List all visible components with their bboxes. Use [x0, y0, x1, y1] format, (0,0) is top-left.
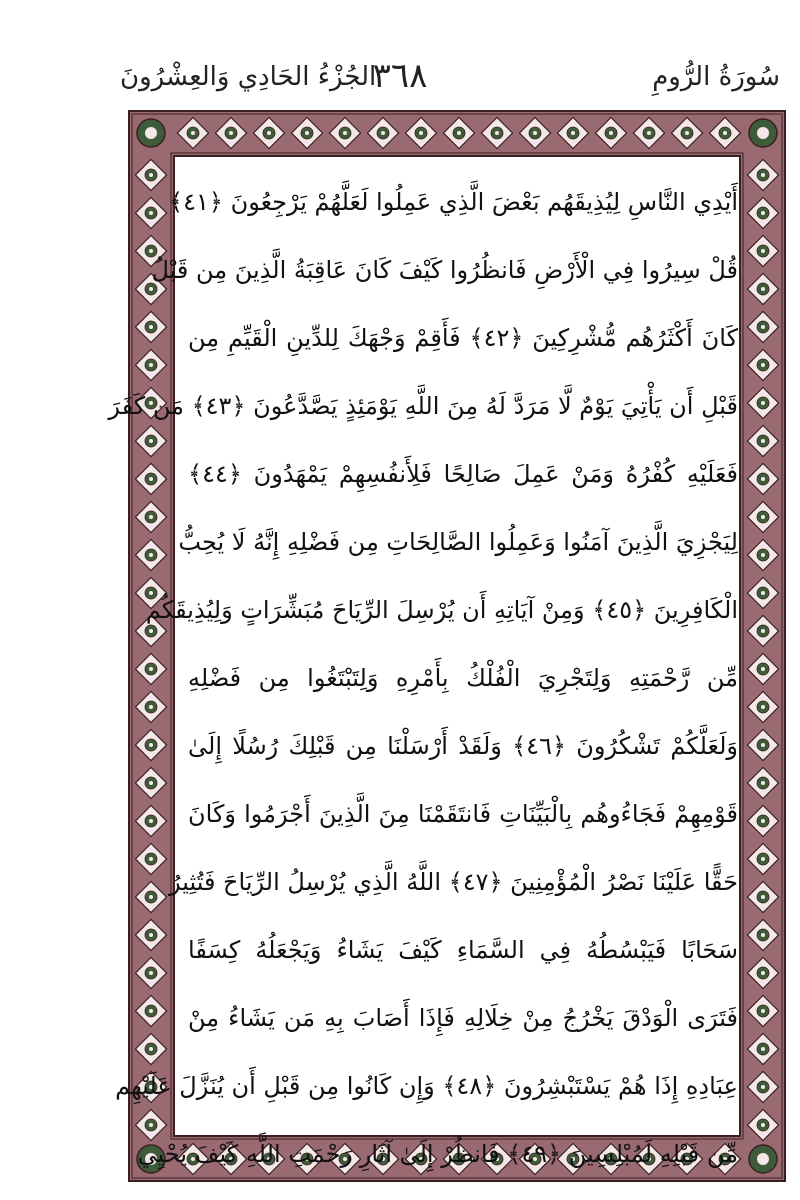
text-line-8: مِّن رَّحْمَتِهِ وَلِتَجْرِيَ الْفُلْكُ بِأَمْرِهِ وَلِتَبْتَغُوا مِن فَضْلِهِ: [188, 664, 738, 692]
text-line-1: أَيْدِي النَّاسِ لِيُذِيقَهُم بَعْضَ الَّذِي عَمِلُوا لَعَلَّهُمْ يَرْجِعُونَ ﴿٤١﴾: [169, 188, 738, 216]
text-line-9: وَلَعَلَّكُمْ تَشْكُرُونَ ﴿٤٦﴾ وَلَقَدْ أَرْسَلْنَا مِن قَبْلِكَ رُسُلًا إِلَىٰ: [188, 732, 738, 760]
text-line-7: الْكَافِرِينَ ﴿٤٥﴾ وَمِنْ آيَاتِهِ أَن يُرْسِلَ الرِّيَاحَ مُبَشِّرَاتٍ وَلِيُذِيقَكُم: [145, 596, 738, 624]
text-line-14: عِبَادِهِ إِذَا هُمْ يَسْتَبْشِرُونَ ﴿٤٨﴾ وَإِن كَانُوا مِن قَبْلِ أَن يُنَزَّلَ عَلَيْهِم: [115, 1072, 738, 1100]
text-line-6: لِيَجْزِيَ الَّذِينَ آمَنُوا وَعَمِلُوا الصَّالِحَاتِ مِن فَضْلِهِ إِنَّهُ لَا يُحِبُّ: [178, 528, 738, 556]
juz-title: الجُزْءُ الحَادِي وَالعِشْرُونَ: [120, 62, 377, 92]
text-line-4: قَبْلِ أَن يَأْتِيَ يَوْمٌ لَّا مَرَدَّ لَهُ مِنَ اللَّهِ يَوْمَئِذٍ يَصَّدَّعُونَ ﴿٤٣﴾ مَن كَفَرَ: [108, 392, 738, 420]
text-line-15: مِّن قَبْلِهِ لَمُبْلِسِينَ ﴿٤٩﴾ فَانظُرْ إِلَىٰ آثَارِ رَحْمَتِ اللَّهِ كَيْفَ يُحْيِي: [137, 1140, 738, 1168]
text-line-13: فَتَرَى الْوَدْقَ يَخْرُجُ مِنْ خِلَالِهِ فَإِذَا أَصَابَ بِهِ مَن يَشَاءُ مِنْ: [188, 1004, 738, 1032]
text-line-10: قَوْمِهِمْ فَجَاءُوهُم بِالْبَيِّنَاتِ فَانتَقَمْنَا مِنَ الَّذِينَ أَجْرَمُوا وَكَانَ: [188, 800, 738, 828]
text-line-12: سَحَابًا فَيَبْسُطُهُ فِي السَّمَاءِ كَيْفَ يَشَاءُ وَيَجْعَلُهُ كِسَفًا: [188, 936, 738, 964]
page-header: [0, 0, 800, 110]
verse-text-area: [108, 172, 738, 1168]
text-line-11: حَقًّا عَلَيْنَا نَصْرُ الْمُؤْمِنِينَ ﴿٤٧﴾ اللَّهُ الَّذِي يُرْسِلُ الرِّيَاحَ فَتُثِيرُ: [168, 868, 738, 896]
surah-title: سُورَةُ الرُّومِ: [652, 62, 780, 92]
text-line-3: كَانَ أَكْثَرُهُم مُّشْرِكِينَ ﴿٤٢﴾ فَأَقِمْ وَجْهَكَ لِلدِّينِ الْقَيِّمِ مِن: [188, 324, 738, 352]
page-number: ٣٦٨: [372, 56, 428, 96]
text-line-5: فَعَلَيْهِ كُفْرُهُ وَمَنْ عَمِلَ صَالِحًا فَلِأَنفُسِهِمْ يَمْهَدُونَ ﴿٤٤﴾: [188, 460, 738, 488]
text-line-2: قُلْ سِيرُوا فِي الْأَرْضِ فَانظُرُوا كَيْفَ كَانَ عَاقِبَةُ الَّذِينَ مِن قَبْلُ: [151, 256, 738, 284]
